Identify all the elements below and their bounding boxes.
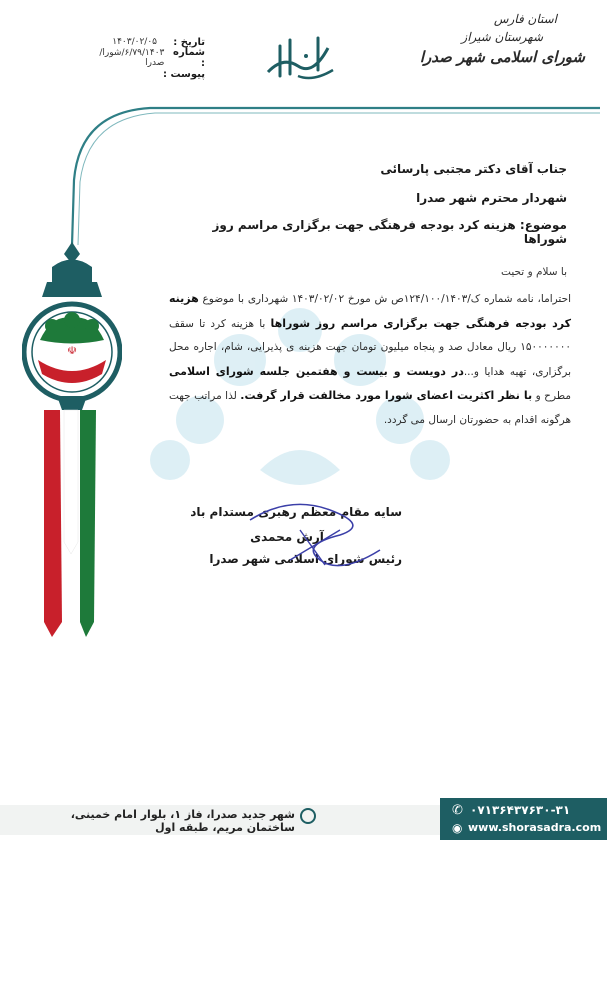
council-name: شورای اسلامی شهر صدرا: [419, 48, 585, 66]
number-value: ۶/۷۹/۱۴۰۳/شورا/صدرا: [99, 48, 165, 68]
number-label: شماره :: [173, 47, 205, 69]
body-bold-3: با نظر اکثریت اعضای شورا مورد مخالفت قرار گرفت.: [240, 389, 533, 402]
province-text: استان فارس: [493, 12, 557, 26]
date-value: ۱۴۰۳/۰۲/۰۵: [112, 37, 157, 47]
date-label: تاریخ :: [173, 36, 205, 48]
emblem-ornament-icon: [24, 242, 120, 410]
svg-text:☫: ☫: [67, 344, 77, 357]
recipient-name: جناب آقای دکتر مجتبی پارسائی: [380, 162, 567, 176]
letter-body: [169, 287, 571, 432]
body-text-1: احتراما، نامه شماره ک/۱۲۴/۱۰۰/۱۴۰۳ص ش مورخ ۱۴۰۳/۰۲/۰۲ شهرداری با موضوع: [198, 293, 571, 305]
body-bold-1: هزینه کرد بودجه فرهنگی جهت برگزاری مراسم روز شوراها: [169, 292, 572, 330]
location-icon: [300, 808, 316, 824]
signature-motto: سایه مقام معظم رهبری مستدام باد: [190, 505, 402, 519]
globe-icon: ◉: [452, 821, 463, 835]
handwritten-signature: [230, 490, 400, 580]
body-text-2: با هزینه کرد تا سقف ۱۵۰۰۰۰۰۰۰ ریال معادل صد و پنجاه میلیون تومان جهت هزینه ی پذیرایی، شام، اجاره محل برگزاری، تهیه هدایا و...: [169, 317, 571, 378]
body-text-4: لذا مراتب جهت هرگونه اقدام به حضورتان ارسال می گردد.: [169, 390, 571, 426]
letter-subject: موضوع: هزینه کرد بودجه فرهنگی جهت برگزاری مراسم روز شوراها: [212, 218, 567, 246]
greeting: با سلام و تحیت: [501, 266, 567, 278]
footer-website[interactable]: www.shorasadra.com: [468, 821, 602, 834]
signatory-title: رئیس شورای اسلامی شهر صدرا: [209, 552, 402, 566]
footer-address: شهر جدید صدرا، فاز ۱، بلوار امام خمینی، ساختمان مریم، طبقه اول: [70, 808, 295, 834]
body-text-3: مطرح و: [532, 390, 571, 402]
attachment-label: پیوست :: [162, 68, 205, 80]
signatory-name: آرش محمدی: [250, 530, 324, 544]
county-text: شهرستان شیراز: [461, 30, 543, 44]
council-emblem: [22, 242, 122, 642]
phone-icon: ✆: [452, 803, 463, 818]
recipient-title: شهردار محترم شهر صدرا: [416, 191, 567, 205]
footer-phone: ۰۷۱۳۶۴۳۷۶۳۰-۳۱: [470, 803, 571, 817]
body-bold-2: در دویست و بیست و هفتمین جلسه شورای اسلامی: [169, 364, 464, 378]
flag-ribbons-icon: [44, 410, 96, 637]
